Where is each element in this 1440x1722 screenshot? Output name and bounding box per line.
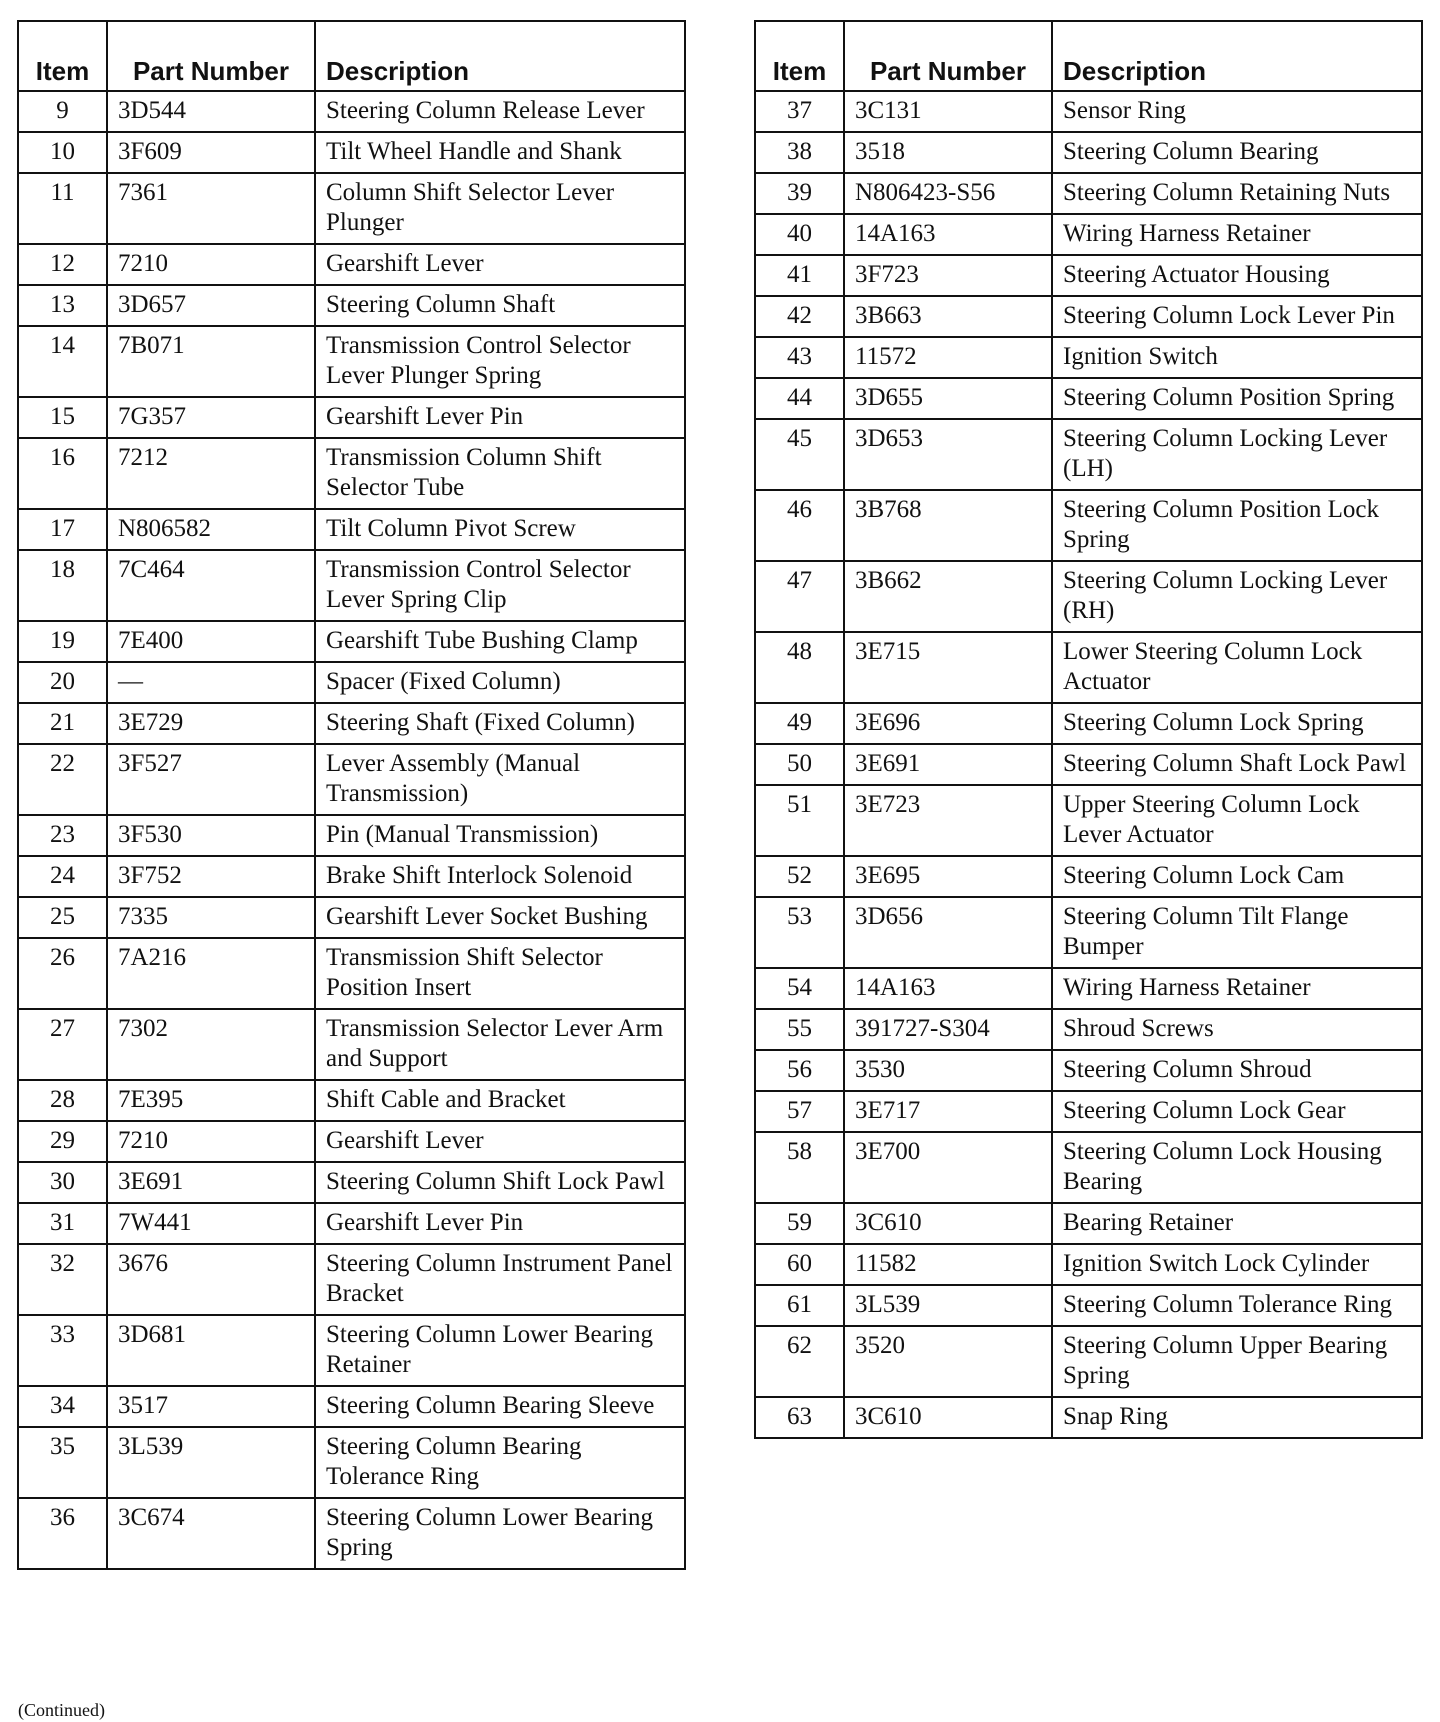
parts-table-left [17, 20, 686, 1570]
item-number-cell: 60 [755, 1244, 844, 1285]
item-number-cell: 31 [18, 1203, 107, 1244]
table-body-right [755, 91, 1422, 1438]
part-number-cell: 3518 [844, 132, 1052, 173]
part-number-cell: 3530 [844, 1050, 1052, 1091]
description-cell: Steering Column Bearing [1052, 132, 1422, 173]
item-number-cell: 54 [755, 968, 844, 1009]
item-number-cell: 30 [18, 1162, 107, 1203]
table-row [18, 1121, 685, 1162]
part-number-cell: 3L539 [844, 1285, 1052, 1326]
description-cell: Spacer (Fixed Column) [315, 662, 685, 703]
item-number-cell: 32 [18, 1244, 107, 1315]
part-number-cell: 3E715 [844, 632, 1052, 703]
item-number-cell: 28 [18, 1080, 107, 1121]
header-row [755, 21, 1422, 91]
part-number-cell: 3B768 [844, 490, 1052, 561]
description-cell: Steering Column Lower Bearing Retainer [315, 1315, 685, 1386]
item-number-cell: 56 [755, 1050, 844, 1091]
table-row [18, 173, 685, 244]
description-cell: Shroud Screws [1052, 1009, 1422, 1050]
description-cell: Brake Shift Interlock Solenoid [315, 856, 685, 897]
description-cell: Steering Column Locking Lever (RH) [1052, 561, 1422, 632]
description-cell: Transmission Selector Lever Arm and Support [315, 1009, 685, 1080]
description-cell: Steering Column Bearing Sleeve [315, 1386, 685, 1427]
description-cell: Lower Steering Column Lock Actuator [1052, 632, 1422, 703]
table-row [18, 703, 685, 744]
description-cell: Steering Column Shaft [315, 285, 685, 326]
item-number-cell: 45 [755, 419, 844, 490]
table-row [18, 91, 685, 132]
part-number-cell: — [107, 662, 315, 703]
description-cell: Steering Column Locking Lever (LH) [1052, 419, 1422, 490]
table-row [18, 550, 685, 621]
description-cell: Steering Column Position Spring [1052, 378, 1422, 419]
item-number-cell: 20 [18, 662, 107, 703]
item-number-cell: 33 [18, 1315, 107, 1386]
table-row [18, 1315, 685, 1386]
table-row [18, 1203, 685, 1244]
description-cell: Steering Column Lower Bearing Spring [315, 1498, 685, 1569]
description-cell: Steering Column Lock Cam [1052, 856, 1422, 897]
part-number-cell: 3E695 [844, 856, 1052, 897]
item-number-cell: 25 [18, 897, 107, 938]
description-cell: Steering Column Tolerance Ring [1052, 1285, 1422, 1326]
table-row [18, 132, 685, 173]
part-number-cell: 3F723 [844, 255, 1052, 296]
item-number-cell: 50 [755, 744, 844, 785]
description-cell: Steering Actuator Housing [1052, 255, 1422, 296]
description-cell: Wiring Harness Retainer [1052, 214, 1422, 255]
table-row [755, 214, 1422, 255]
item-number-cell: 40 [755, 214, 844, 255]
table-row [18, 1386, 685, 1427]
part-number-cell: 3B662 [844, 561, 1052, 632]
table-row [18, 662, 685, 703]
part-number-cell: 3B663 [844, 296, 1052, 337]
header-part-number: Part Number [844, 21, 1052, 91]
table-row [18, 621, 685, 662]
part-number-cell: 3F752 [107, 856, 315, 897]
table-row [755, 173, 1422, 214]
continued-note: (Continued) [18, 1700, 105, 1720]
part-number-cell: 7A216 [107, 938, 315, 1009]
table-row [18, 1080, 685, 1121]
description-cell: Steering Shaft (Fixed Column) [315, 703, 685, 744]
description-cell: Gearshift Lever Pin [315, 1203, 685, 1244]
description-cell: Steering Column Shaft Lock Pawl [1052, 744, 1422, 785]
table-row [755, 703, 1422, 744]
item-number-cell: 16 [18, 438, 107, 509]
item-number-cell: 17 [18, 509, 107, 550]
description-cell: Gearshift Tube Bushing Clamp [315, 621, 685, 662]
table-row [755, 744, 1422, 785]
table-row [755, 419, 1422, 490]
table-row [18, 1498, 685, 1569]
table-row [755, 785, 1422, 856]
item-number-cell: 29 [18, 1121, 107, 1162]
part-number-cell: 3D655 [844, 378, 1052, 419]
description-cell: Steering Column Lock Housing Bearing [1052, 1132, 1422, 1203]
description-cell: Steering Column Lock Gear [1052, 1091, 1422, 1132]
part-number-cell: 3D544 [107, 91, 315, 132]
table-row [755, 561, 1422, 632]
item-number-cell: 59 [755, 1203, 844, 1244]
part-number-cell: 3F527 [107, 744, 315, 815]
item-number-cell: 47 [755, 561, 844, 632]
description-cell: Steering Column Lock Spring [1052, 703, 1422, 744]
table-row [755, 490, 1422, 561]
item-number-cell: 9 [18, 91, 107, 132]
item-number-cell: 61 [755, 1285, 844, 1326]
description-cell: Pin (Manual Transmission) [315, 815, 685, 856]
item-number-cell: 18 [18, 550, 107, 621]
item-number-cell: 26 [18, 938, 107, 1009]
description-cell: Transmission Shift Selector Position Insert [315, 938, 685, 1009]
description-cell: Steering Column Tilt Flange Bumper [1052, 897, 1422, 968]
item-number-cell: 11 [18, 173, 107, 244]
header-item: Item [755, 21, 844, 91]
part-number-cell: 3676 [107, 1244, 315, 1315]
description-cell: Tilt Column Pivot Screw [315, 509, 685, 550]
description-cell: Gearshift Lever [315, 1121, 685, 1162]
part-number-cell: 3517 [107, 1386, 315, 1427]
item-number-cell: 14 [18, 326, 107, 397]
description-cell: Steering Column Lock Lever Pin [1052, 296, 1422, 337]
part-number-cell: N806423-S56 [844, 173, 1052, 214]
part-number-cell: 3D657 [107, 285, 315, 326]
table-row [755, 856, 1422, 897]
description-cell: Steering Column Shift Lock Pawl [315, 1162, 685, 1203]
parts-table-right [754, 20, 1423, 1439]
table-row [18, 1162, 685, 1203]
item-number-cell: 34 [18, 1386, 107, 1427]
table-row [18, 938, 685, 1009]
table-row [755, 968, 1422, 1009]
description-cell: Transmission Column Shift Selector Tube [315, 438, 685, 509]
description-cell: Steering Column Instrument Panel Bracket [315, 1244, 685, 1315]
description-cell: Steering Column Upper Bearing Spring [1052, 1326, 1422, 1397]
part-number-cell: 3E691 [844, 744, 1052, 785]
description-cell: Steering Column Retaining Nuts [1052, 173, 1422, 214]
item-number-cell: 15 [18, 397, 107, 438]
description-cell: Ignition Switch Lock Cylinder [1052, 1244, 1422, 1285]
part-number-cell: 3E696 [844, 703, 1052, 744]
table-row [755, 337, 1422, 378]
description-cell: Transmission Control Selector Lever Plunger Spring [315, 326, 685, 397]
table-row [18, 285, 685, 326]
table-body-left [18, 91, 685, 1569]
description-cell: Steering Column Bearing Tolerance Ring [315, 1427, 685, 1498]
item-number-cell: 36 [18, 1498, 107, 1569]
item-number-cell: 42 [755, 296, 844, 337]
description-cell: Steering Column Release Lever [315, 91, 685, 132]
table-row [18, 244, 685, 285]
table-row [755, 1244, 1422, 1285]
item-number-cell: 48 [755, 632, 844, 703]
item-number-cell: 13 [18, 285, 107, 326]
description-cell: Steering Column Shroud [1052, 1050, 1422, 1091]
part-number-cell: 3F609 [107, 132, 315, 173]
description-cell: Shift Cable and Bracket [315, 1080, 685, 1121]
part-number-cell: 3C610 [844, 1397, 1052, 1438]
table-row [755, 897, 1422, 968]
part-number-cell: 391727-S304 [844, 1009, 1052, 1050]
item-number-cell: 57 [755, 1091, 844, 1132]
part-number-cell: 14A163 [844, 968, 1052, 1009]
part-number-cell: 3E700 [844, 1132, 1052, 1203]
table-row [18, 1427, 685, 1498]
part-number-cell: 11572 [844, 337, 1052, 378]
part-number-cell: 7361 [107, 173, 315, 244]
description-cell: Column Shift Selector Lever Plunger [315, 173, 685, 244]
part-number-cell: N806582 [107, 509, 315, 550]
description-cell: Sensor Ring [1052, 91, 1422, 132]
item-number-cell: 43 [755, 337, 844, 378]
item-number-cell: 55 [755, 1009, 844, 1050]
item-number-cell: 52 [755, 856, 844, 897]
header-row [18, 21, 685, 91]
part-number-cell: 7B071 [107, 326, 315, 397]
table-row [755, 1203, 1422, 1244]
table-row [755, 1326, 1422, 1397]
item-number-cell: 19 [18, 621, 107, 662]
table-row [18, 1009, 685, 1080]
item-number-cell: 38 [755, 132, 844, 173]
part-number-cell: 3E691 [107, 1162, 315, 1203]
table-row [755, 91, 1422, 132]
part-number-cell: 7335 [107, 897, 315, 938]
part-number-cell: 7E400 [107, 621, 315, 662]
table-row [18, 744, 685, 815]
item-number-cell: 21 [18, 703, 107, 744]
item-number-cell: 46 [755, 490, 844, 561]
description-cell: Gearshift Lever Pin [315, 397, 685, 438]
part-number-cell: 3L539 [107, 1427, 315, 1498]
header-part-number: Part Number [107, 21, 315, 91]
part-number-cell: 3D681 [107, 1315, 315, 1386]
table-row [18, 509, 685, 550]
item-number-cell: 23 [18, 815, 107, 856]
part-number-cell: 3D656 [844, 897, 1052, 968]
item-number-cell: 10 [18, 132, 107, 173]
part-number-cell: 14A163 [844, 214, 1052, 255]
part-number-cell: 7302 [107, 1009, 315, 1080]
description-cell: Gearshift Lever Socket Bushing [315, 897, 685, 938]
table-row [18, 326, 685, 397]
table-row [755, 1009, 1422, 1050]
description-cell: Bearing Retainer [1052, 1203, 1422, 1244]
table-row [18, 438, 685, 509]
table-row [755, 1285, 1422, 1326]
part-number-cell: 7210 [107, 1121, 315, 1162]
description-cell: Tilt Wheel Handle and Shank [315, 132, 685, 173]
part-number-cell: 7E395 [107, 1080, 315, 1121]
item-number-cell: 62 [755, 1326, 844, 1397]
table-row [755, 255, 1422, 296]
header-item: Item [18, 21, 107, 91]
item-number-cell: 51 [755, 785, 844, 856]
table-row [755, 378, 1422, 419]
part-number-cell: 7W441 [107, 1203, 315, 1244]
item-number-cell: 58 [755, 1132, 844, 1203]
header-description: Description [1052, 21, 1422, 91]
item-number-cell: 24 [18, 856, 107, 897]
part-number-cell: 11582 [844, 1244, 1052, 1285]
part-number-cell: 3C131 [844, 91, 1052, 132]
description-cell: Upper Steering Column Lock Lever Actuator [1052, 785, 1422, 856]
item-number-cell: 35 [18, 1427, 107, 1498]
item-number-cell: 63 [755, 1397, 844, 1438]
item-number-cell: 27 [18, 1009, 107, 1080]
table-row [755, 296, 1422, 337]
table-row [755, 1050, 1422, 1091]
description-cell: Ignition Switch [1052, 337, 1422, 378]
table-row [18, 856, 685, 897]
description-cell: Snap Ring [1052, 1397, 1422, 1438]
table-row [755, 1091, 1422, 1132]
part-number-cell: 7210 [107, 244, 315, 285]
table-row [755, 1132, 1422, 1203]
part-number-cell: 3E717 [844, 1091, 1052, 1132]
table-row [755, 1397, 1422, 1438]
part-number-cell: 7212 [107, 438, 315, 509]
table-row [755, 132, 1422, 173]
description-cell: Gearshift Lever [315, 244, 685, 285]
table-row [18, 397, 685, 438]
part-number-cell: 3520 [844, 1326, 1052, 1397]
description-cell: Lever Assembly (Manual Transmission) [315, 744, 685, 815]
part-number-cell: 3F530 [107, 815, 315, 856]
header-description: Description [315, 21, 685, 91]
item-number-cell: 41 [755, 255, 844, 296]
item-number-cell: 53 [755, 897, 844, 968]
description-cell: Wiring Harness Retainer [1052, 968, 1422, 1009]
item-number-cell: 37 [755, 91, 844, 132]
item-number-cell: 22 [18, 744, 107, 815]
part-number-cell: 3C610 [844, 1203, 1052, 1244]
table-row [18, 1244, 685, 1315]
item-number-cell: 12 [18, 244, 107, 285]
item-number-cell: 39 [755, 173, 844, 214]
part-number-cell: 3E723 [844, 785, 1052, 856]
table-row [18, 897, 685, 938]
table-row [18, 815, 685, 856]
description-cell: Transmission Control Selector Lever Spring Clip [315, 550, 685, 621]
part-number-cell: 7C464 [107, 550, 315, 621]
part-number-cell: 3D653 [844, 419, 1052, 490]
part-number-cell: 7G357 [107, 397, 315, 438]
part-number-cell: 3E729 [107, 703, 315, 744]
table-row [755, 632, 1422, 703]
item-number-cell: 44 [755, 378, 844, 419]
description-cell: Steering Column Position Lock Spring [1052, 490, 1422, 561]
part-number-cell: 3C674 [107, 1498, 315, 1569]
item-number-cell: 49 [755, 703, 844, 744]
